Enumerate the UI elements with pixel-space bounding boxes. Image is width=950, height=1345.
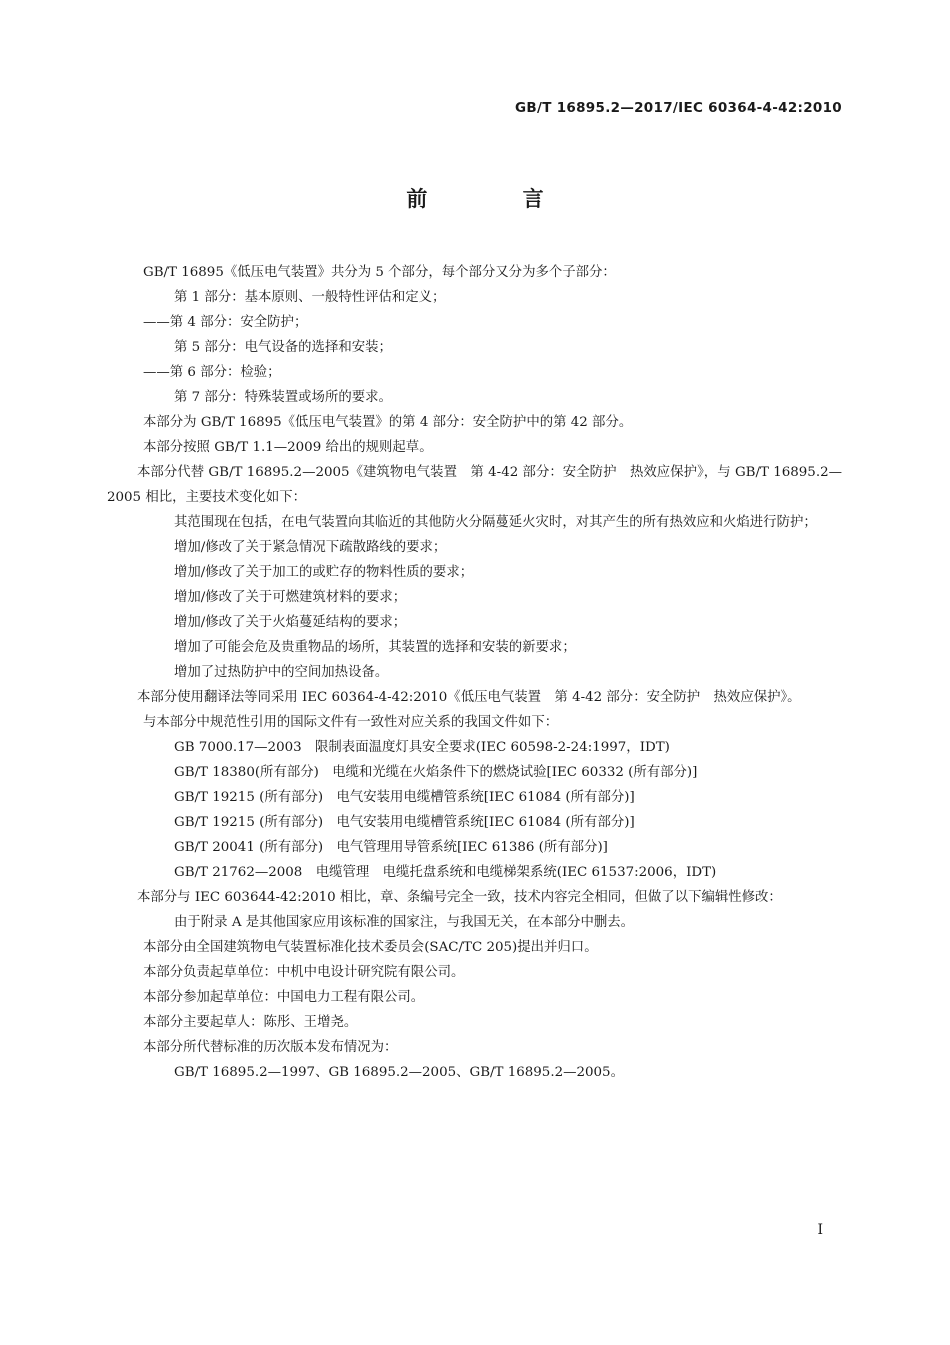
paragraph-line: 本部分与 IEC 603644-42:2010 相比，章、条编号完全一致，技术内容完全相同，但做了以下编辑性修改： xyxy=(137,890,782,905)
paragraph-line: 本部分参加起草单位：中国电力工程有限公司。 xyxy=(143,990,425,1005)
paragraph-line: 增加了可能会危及贵重物品的场所，其装置的选择和安装的新要求； xyxy=(174,640,576,655)
paragraph-line: 第 5 部分：电气设备的选择和安装； xyxy=(174,340,392,355)
paragraph-line: 本部分为 GB/T 16895《低压电气装置》的第 4 部分：安全防护中的第 42 部分。 xyxy=(143,415,633,430)
paragraph-line: ——第 6 部分：检验； xyxy=(143,365,281,380)
paragraph-line: 增加/修改了关于紧急情况下疏散路线的要求； xyxy=(174,540,447,555)
paragraph-line: GB/T 18380(所有部分) 电缆和光缆在火焰条件下的燃烧试验[IEC 60332 (所有部分)] xyxy=(174,765,698,780)
paragraph-line: 本部分代替 GB/T 16895.2—2005《建筑物电气装置 第 4-42 部分：安全防护 热效应保护》，与 GB/T 16895.2—2005 相比，主要技术变化如下： xyxy=(107,465,842,505)
paragraph-line: 其范围现在包括，在电气装置向其临近的其他防火分隔蔓延火灾时，对其产生的所有热效应和火焰进行防护； xyxy=(174,515,817,530)
paragraph-line: 增加/修改了关于火焰蔓延结构的要求； xyxy=(174,615,407,630)
paragraph-line: 增加/修改了关于加工的或贮存的物料性质的要求； xyxy=(174,565,474,580)
paragraph-line: GB/T 16895《低压电气装置》共分为 5 个部分，每个部分又分为多个子部分： xyxy=(143,265,616,280)
paragraph-line: 本部分主要起草人：陈彤、王增尧。 xyxy=(143,1015,358,1030)
paragraph-line: 本部分按照 GB/T 1.1—2009 给出的规则起草。 xyxy=(143,440,433,455)
paragraph-line: GB/T 16895.2—1997、GB 16895.2—2005、GB/T 16895.2—2005。 xyxy=(174,1065,624,1080)
paragraph-line: 第 7 部分：特殊装置或场所的要求。 xyxy=(174,390,392,405)
paragraph-line: 本部分由全国建筑物电气装置标准化技术委员会(SAC/TC 205)提出并归口。 xyxy=(143,940,598,955)
paragraph-line: 与本部分中规范性引用的国际文件有一致性对应关系的我国文件如下： xyxy=(143,715,559,730)
paragraph-line: 增加了过热防护中的空间加热设备。 xyxy=(174,665,389,680)
paragraph-line: 由于附录 A 是其他国家应用该标准的国家注，与我国无关，在本部分中删去。 xyxy=(174,915,635,930)
page-title: 前 言 xyxy=(406,187,588,211)
paragraph-line: ——第 4 部分：安全防护； xyxy=(143,315,308,330)
paragraph-line: 第 1 部分：基本原则、一般特性评估和定义； xyxy=(174,290,446,305)
paragraph-line: GB 7000.17—2003 限制表面温度灯具安全要求(IEC 60598-2-24:1997，IDT) xyxy=(174,740,670,755)
paragraph-line: 本部分使用翻译法等同采用 IEC 60364-4-42:2010《低压电气装置 第 4-42 部分：安全防护 热效应保护》。 xyxy=(137,690,801,705)
page-number: I xyxy=(817,1222,823,1238)
paragraph-line: GB/T 20041 (所有部分) 电气管理用导管系统[IEC 61386 (所有部分)] xyxy=(174,840,608,855)
paragraph-line: GB/T 21762—2008 电缆管理 电缆托盘系统和电缆梯架系统(IEC 61537:2006，IDT) xyxy=(174,865,717,880)
paragraph-line: 本部分负责起草单位：中机中电设计研究院有限公司。 xyxy=(143,965,465,980)
paragraph-line: 本部分所代替标准的历次版本发布情况为： xyxy=(143,1040,398,1055)
standard-number: GB/T 16895.2—2017/IEC 60364-4-42:2010 xyxy=(515,100,842,116)
foreword-body xyxy=(107,260,842,1085)
paragraph-line: GB/T 19215 (所有部分) 电气安装用电缆槽管系统[IEC 61084 (所有部分)] xyxy=(174,790,635,805)
paragraph-line: 增加/修改了关于可燃建筑材料的要求； xyxy=(174,590,407,605)
paragraph-line: GB/T 19215 (所有部分) 电气安装用电缆槽管系统[IEC 61084 (所有部分)] xyxy=(174,815,635,830)
